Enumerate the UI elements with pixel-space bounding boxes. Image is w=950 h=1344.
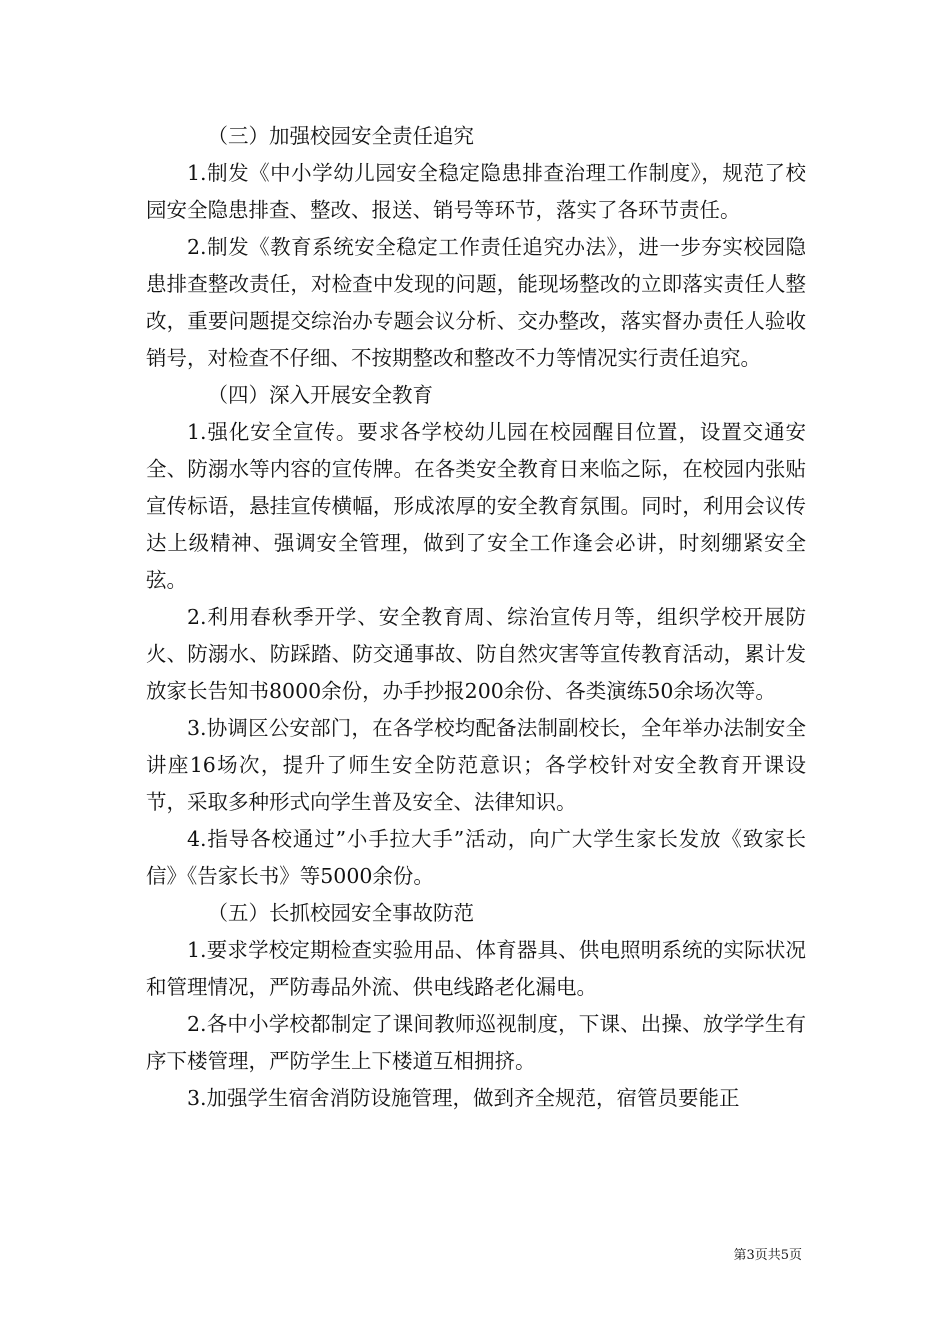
paragraph: 2.各中小学校都制定了课间教师巡视制度，下课、出操、放学学生有序下楼管理，严防学生上下楼道互相拥挤。 (146, 1012, 806, 1073)
paragraph: 3.协调区公安部门，在各学校均配备法制副校长，全年举办法制安全讲座16场次，提升了师生安全防范意识；各学校针对安全教育开课设节，采取多种形式向学生普及安全、法律知识。 (146, 716, 806, 814)
paragraph: 2.制发《教育系统安全稳定工作责任追究办法》，进一步夯实校园隐患排查整改责任，对检查中发现的问题，能现场整改的立即落实责任人整改，重要问题提交综治办专题会议分析、交办整改，落实督办责任人验收销号，对检查不仔细、不按期整改和整改不力等情况实行责任追究。 (146, 235, 806, 370)
paragraph: 4.指导各校通过”小手拉大手”活动，向广大学生家长发放《致家长信》《告家长书》等5000余份。 (146, 827, 806, 888)
paragraph: 1.制发《中小学幼儿园安全稳定隐患排查治理工作制度》，规范了校园安全隐患排查、整改、报送、销号等环节，落实了各环节责任。 (146, 161, 806, 222)
section-heading-5: （五）长抓校园安全事故防范 (207, 901, 474, 925)
document-body (146, 118, 806, 1117)
paragraph: 3.加强学生宿舍消防设施管理，做到齐全规范，宿管员要能正 (187, 1086, 740, 1110)
paragraph: 1.要求学校定期检查实验用品、体育器具、供电照明系统的实际状况和管理情况，严防毒品外流、供电线路老化漏电。 (146, 938, 806, 999)
section-heading-3: （三）加强校园安全责任追究 (207, 124, 474, 148)
paragraph: 1.强化安全宣传。要求各学校幼儿园在校园醒目位置，设置交通安全、防溺水等内容的宣传牌。在各类安全教育日来临之际，在校园内张贴宣传标语，悬挂宣传横幅，形成浓厚的安全教育氛围。同时，利用会议传达上级精神、强调安全管理，做到了安全工作逢会必讲，时刻绷紧安全弦。 (146, 420, 806, 592)
section-heading-4: （四）深入开展安全教育 (207, 383, 433, 407)
paragraph: 2.利用春秋季开学、安全教育周、综治宣传月等，组织学校开展防火、防溺水、防踩踏、防交通事故、防自然灾害等宣传教育活动，累计发放家长告知书8000余份，办手抄报200余份、各类演练50余场次等。 (146, 605, 806, 703)
page-number-footer: 第3页共5页 (733, 1248, 802, 1263)
